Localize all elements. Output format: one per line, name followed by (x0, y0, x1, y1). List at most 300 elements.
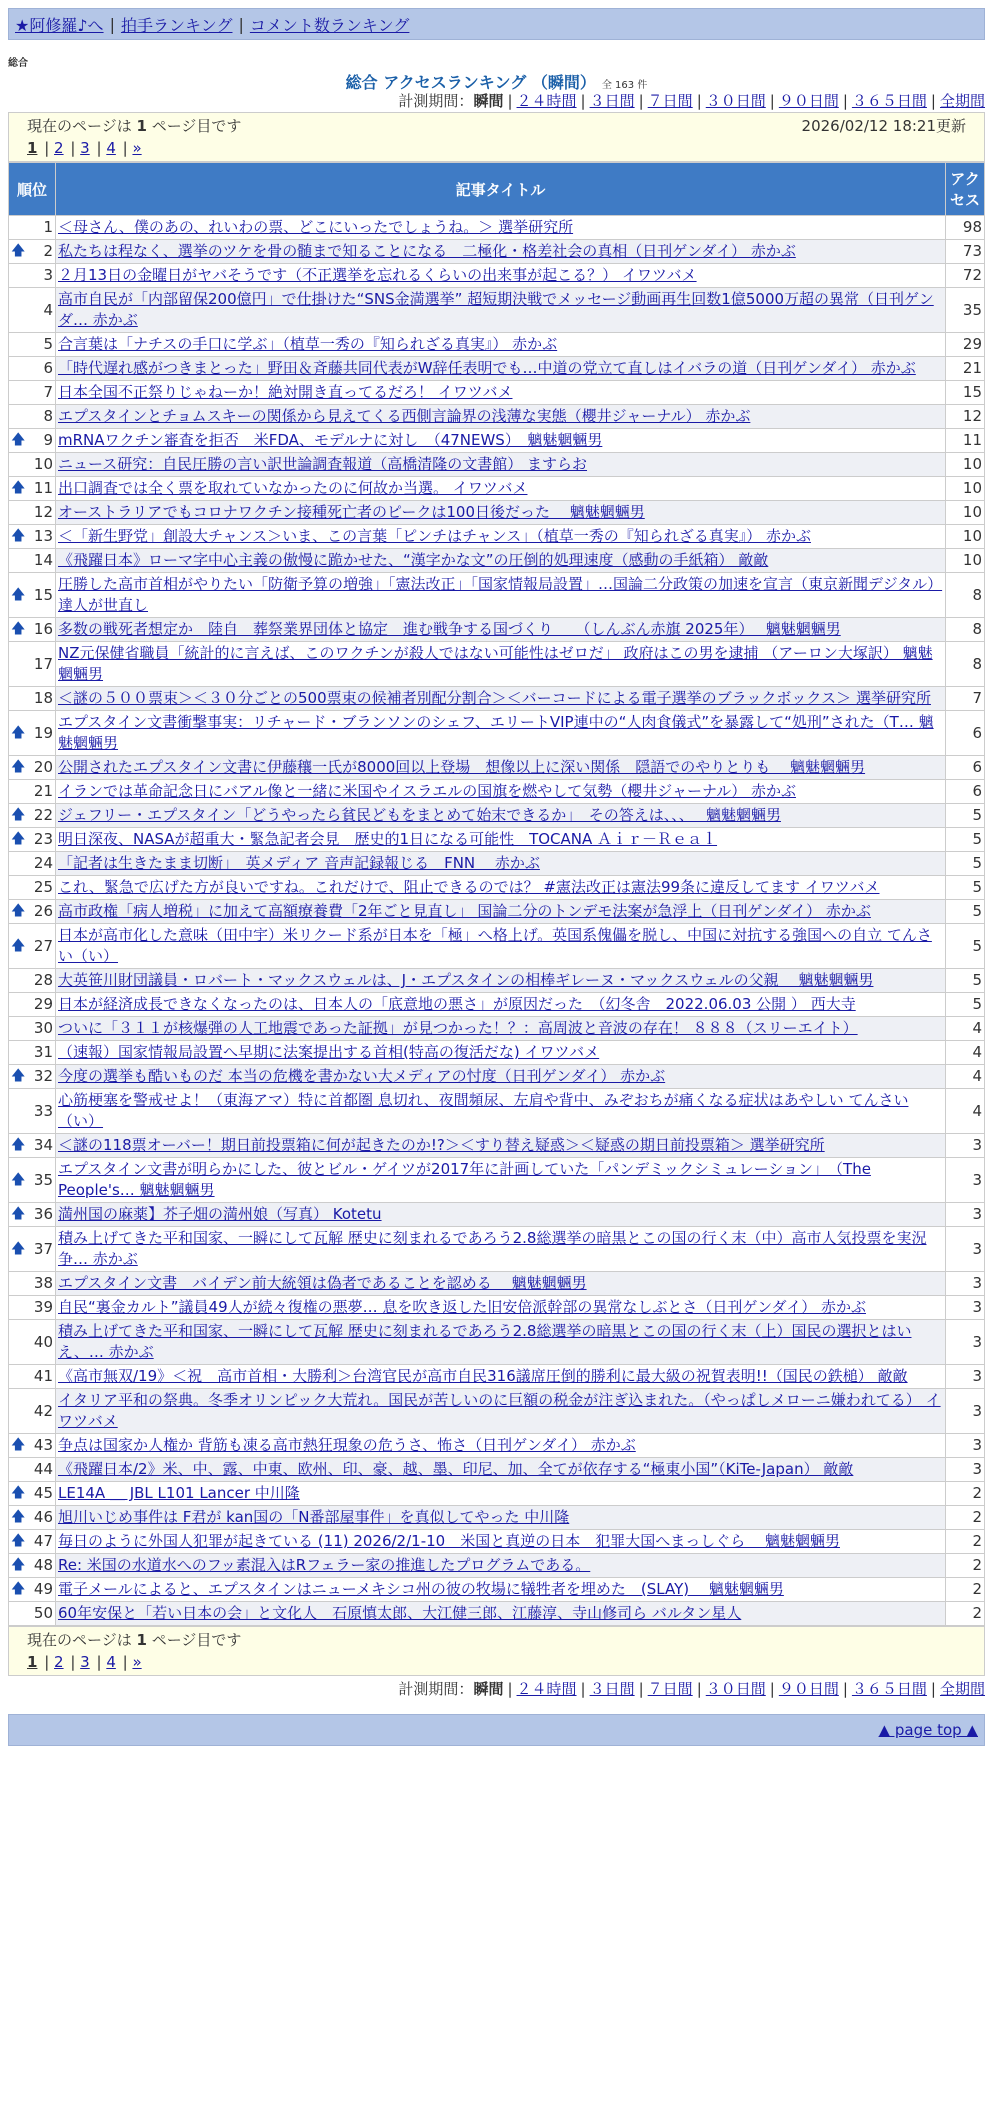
rank-cell (9, 1134, 56, 1158)
article-title-link[interactable]: エプスタイン文書 バイデン前大統領は偽者であることを認める 魑魅魍魎男 (58, 1274, 587, 1292)
article-title-link[interactable]: 毎日のように外国人犯罪が起きている (11) 2026/2/1-10 米国と真逆の日本 犯罪大国へまっしぐら 魑魅魍魎男 (58, 1532, 840, 1550)
pager-status-prefix: 現在のページは (27, 117, 132, 135)
access-count: 4 (946, 1065, 985, 1089)
access-count: 4 (946, 1017, 985, 1041)
article-title-link[interactable]: これ、緊急で広げた方が良いですね。これだけで、阻止できるのでは？ #憲法改正は憲法99条に違反してます イワツバメ (58, 878, 880, 896)
article-title-link[interactable]: 電子メールによると、エプスタインはニューメキシコ州の彼の牧場に犠牲者を埋めた (SLAY) 魑魅魍魎男 (58, 1580, 784, 1598)
rank-cell (9, 264, 56, 288)
access-count: 5 (946, 969, 985, 993)
table-row (9, 1434, 985, 1458)
pager-separator: | (65, 1653, 81, 1671)
page-top-link[interactable]: ▲ page top ▲ (878, 1721, 978, 1739)
article-title-link[interactable]: （速報）国家情報局設置へ早期に法案提出する首相(特高の復活だな) イワツバメ (58, 1043, 600, 1061)
table-row (9, 453, 985, 477)
article-title-link[interactable]: ついに「３１１が核爆弾の人工地震であった証拠」が見つかった！？：高周波と音波の存在！ ８８８（スリーエイト） (58, 1019, 858, 1037)
article-title-link[interactable]: 日本全国不正祭りじゃねーか！絶対開き直ってるだろ！ イワツバメ (58, 383, 513, 401)
title-cell (56, 711, 946, 756)
article-title-link[interactable]: 高市自民が「内部留保200億円」で仕掛けた“SNS金満選挙” 超短期決戦でメッセージ動画再生回数1億5000万超の異常（日刊ゲンダ… 赤かぶ (58, 290, 934, 329)
article-title-link[interactable]: 心筋梗塞を警戒せよ！（東海アマ）特に首都圏 息切れ、夜間頻尿、左肩や背中、みぞおちが痛くなる症状はあやしい てんさい（い） (58, 1091, 909, 1130)
title-cell (56, 852, 946, 876)
up-arrow-icon: 🡅 (11, 1068, 26, 1084)
rank-number: 35 (33, 1170, 53, 1189)
access-count: 5 (946, 924, 985, 969)
rank-cell (9, 1554, 56, 1578)
table-row (9, 216, 985, 240)
up-arrow-icon: 🡅 (11, 528, 26, 544)
access-count: 35 (946, 288, 985, 333)
title-cell (56, 1296, 946, 1320)
up-arrow-icon: 🡅 (11, 807, 26, 823)
access-count: 3 (946, 1203, 985, 1227)
up-arrow-icon: 🡅 (11, 586, 26, 603)
ranking-table (8, 162, 985, 1626)
table-row (9, 756, 985, 780)
access-count: 5 (946, 993, 985, 1017)
title-cell (56, 573, 946, 618)
access-count: 3 (946, 1227, 985, 1272)
article-title-link[interactable]: イタリア平和の祭典。冬季オリンピック大荒れ。国民が苦しいのに巨額の税金が注ぎ込まれた。（やっぱしメローニ嫌われてる） イワツバメ (58, 1391, 941, 1430)
rank-number: 22 (33, 806, 53, 824)
article-title-link[interactable]: ＜謎の５００票束＞＜３０分ごとの500票束の候補者別配分割合＞＜バーコードによる電子選挙のブラックボックス＞ 選挙研究所 (58, 689, 931, 707)
article-title-link[interactable]: ＜謎の118票オーバー！期日前投票箱に何が起きたのか!?＞＜すり替え疑惑＞＜疑惑の期日前投票箱＞ 選挙研究所 (58, 1136, 825, 1154)
article-title-link[interactable]: エプスタインとチョムスキーの関係から見えてくる西側言論界の浅薄な実態（櫻井ジャーナル） 赤かぶ (58, 407, 751, 425)
title-cell (56, 1134, 946, 1158)
access-count: 12 (946, 405, 985, 429)
table-row (9, 477, 985, 501)
pager-links-row (27, 137, 966, 159)
rank-number: 23 (33, 830, 53, 848)
rank-number: 37 (33, 1239, 53, 1258)
period-separator: | (507, 92, 513, 110)
rank-number: 21 (33, 782, 53, 800)
rank-number: 15 (33, 585, 53, 604)
period-separator: | (696, 92, 702, 110)
rank-cell (9, 780, 56, 804)
table-row (9, 711, 985, 756)
pager-page-link[interactable]: 4 (106, 1653, 116, 1671)
access-count: 73 (946, 240, 985, 264)
article-title-link[interactable]: 積み上げてきた平和国家、一瞬にして瓦解 歴史に刻まれるであろう2.8総選挙の暗黒とこの国の行く末（上）国民の選択とはいえ、… 赤かぶ (58, 1322, 912, 1361)
rank-number: 14 (33, 551, 53, 569)
access-count: 2 (946, 1482, 985, 1506)
pager-status (27, 1629, 241, 1651)
table-row (9, 1158, 985, 1203)
period-separator: | (769, 92, 775, 110)
rank-cell (9, 525, 56, 549)
period-option[interactable]: ７日間 (647, 92, 693, 110)
period-separator: | (769, 1680, 775, 1698)
article-title-link[interactable]: ＜母さん、僕のあの、れいわの票、どこにいったでしょうね。＞ 選挙研究所 (58, 218, 574, 236)
title-cell (56, 453, 946, 477)
title-cell (56, 642, 946, 687)
up-arrow-icon: 🡅 (11, 1206, 26, 1222)
table-header-row (9, 163, 985, 216)
table-row (9, 405, 985, 429)
table-row (9, 924, 985, 969)
access-count: 2 (946, 1554, 985, 1578)
period-option[interactable]: ２４時間 (516, 1680, 577, 1698)
rank-cell (9, 1482, 56, 1506)
pager-status-row (27, 115, 966, 137)
table-row (9, 618, 985, 642)
pager-next-link[interactable]: » (132, 1653, 142, 1671)
rank-cell (9, 1041, 56, 1065)
period-option[interactable]: ７日間 (647, 1680, 693, 1698)
rank-cell (9, 876, 56, 900)
up-arrow-icon: 🡅 (11, 1509, 26, 1525)
rank-cell (9, 381, 56, 405)
rank-number: 3 (43, 266, 53, 284)
pager-top (8, 112, 985, 162)
table-row (9, 852, 985, 876)
rank-number: 31 (33, 1043, 53, 1061)
title-cell (56, 756, 946, 780)
access-count: 5 (946, 828, 985, 852)
pager-separator: | (65, 139, 81, 157)
rank-number: 47 (33, 1532, 53, 1550)
rank-cell (9, 1017, 56, 1041)
article-title-link[interactable]: 圧勝した高市首相がやりたい「防衛予算の増強」「憲法改正」「国家情報局設置」…国論二分政策の加速を宣言（東京新聞デジタル） 達人が世直し (58, 575, 943, 614)
table-row (9, 993, 985, 1017)
table-row (9, 804, 985, 828)
table-row (9, 1389, 985, 1434)
rank-cell (9, 333, 56, 357)
article-title-link[interactable]: 出口調査では全く票を取れていなかったのに何故か当選。 イワツバメ (58, 479, 528, 497)
period-option[interactable]: ３日間 (589, 1680, 635, 1698)
article-title-link[interactable]: 明日深夜、NASAが超重大・緊急記者会見 歴史的1日になる可能性 TOCANA Ａｉｒ－Ｒｅａｌ (58, 830, 718, 848)
article-title-link[interactable]: NZ元保健省職員「統計的に言えば、このワクチンが殺人ではない可能性はゼロだ」 政府はこの男を逮捕 （アーロン大塚訳） 魑魅魍魎男 (58, 644, 933, 683)
article-title-link[interactable]: オーストラリアでもコロナワクチン接種死亡者のピークは100日後だった 魑魅魍魎男 (58, 503, 645, 521)
period-option[interactable]: ３日間 (589, 92, 635, 110)
rank-number: 32 (33, 1067, 53, 1085)
period-separator: | (580, 92, 586, 110)
article-title-link[interactable]: 大英笹川財団議員・ロバート・マックスウェルは、J・エプスタインの相棒ギレーヌ・マックスウェルの父親 魑魅魍魎男 (58, 971, 874, 989)
article-title-link[interactable]: 《飛躍日本/2》米、中、露、中東、欧州、印、豪、越、墨、印尼、加、全てが依存する“極東小国”（KiTe-Japan） 敵敵 (58, 1460, 854, 1478)
pager-page-link[interactable]: 3 (80, 139, 90, 157)
access-count: 6 (946, 711, 985, 756)
rank-number: 11 (33, 479, 53, 497)
rank-number: 19 (33, 723, 53, 742)
nav-link-applause-ranking[interactable]: 拍手ランキング (120, 15, 233, 35)
article-title-link[interactable]: 公開されたエプスタイン文書に伊藤穰一氏が8000回以上登場 想像以上に深い関係 隠語でのやりとりも 魑魅魍魎男 (58, 758, 866, 776)
rank-cell (9, 1365, 56, 1389)
article-title-link[interactable]: 積み上げてきた平和国家、一瞬にして瓦解 歴史に刻まれるであろう2.8総選挙の暗黒とこの国の行く末（中）高市人気投票を実況争… 赤かぶ (58, 1229, 927, 1268)
title-cell (56, 876, 946, 900)
title-cell (56, 1041, 946, 1065)
period-option[interactable]: ３６５日間 (851, 92, 927, 110)
title-cell (56, 1272, 946, 1296)
rank-number: 34 (33, 1136, 53, 1154)
rank-cell (9, 216, 56, 240)
table-row (9, 642, 985, 687)
rank-cell (9, 618, 56, 642)
article-title-link[interactable]: 私たちは程なく、選挙のツケを骨の髄まで知ることになる 二極化・格差社会の真相（日刊ゲンダイ） 赤かぶ (58, 242, 796, 260)
rank-cell (9, 993, 56, 1017)
rank-cell (9, 1602, 56, 1626)
up-arrow-icon: 🡅 (11, 903, 26, 919)
title-cell (56, 1458, 946, 1482)
title-cell (56, 1530, 946, 1554)
rank-cell (9, 405, 56, 429)
article-title-link[interactable]: 多数の戦死者想定か 陸自 葬祭業界団体と協定 進む戦争する国づくり （しんぶん赤旗 2025年） 魑魅魍魎男 (58, 620, 841, 638)
title-cell (56, 264, 946, 288)
rank-number: 49 (33, 1580, 53, 1598)
period-option[interactable]: ２４時間 (516, 92, 577, 110)
pager-separator: | (91, 1653, 107, 1671)
title-cell (56, 618, 946, 642)
access-count: 3 (946, 1458, 985, 1482)
rank-cell (9, 642, 56, 687)
access-count: 3 (946, 1272, 985, 1296)
period-option[interactable]: ３０日間 (705, 92, 766, 110)
title-cell (56, 357, 946, 381)
article-title-link[interactable]: ２月13日の金曜日がヤバそうです（不正選挙を忘れるくらいの出来事が起こる？） イワツバメ (58, 266, 697, 284)
rank-number: 9 (43, 431, 53, 449)
article-title-link[interactable]: 満州国の麻薬】芥子畑の満州娘（写真） Kotetu (58, 1205, 382, 1223)
article-title-link[interactable]: 旭川いじめ事件は F君が kan国の「N番部屋事件」を真似してやった 中川隆 (58, 1508, 570, 1526)
article-title-link[interactable]: イランでは革命記念日にバアル像と一緒に米国やイスラエルの国旗を燃やして気勢（櫻井ジャーナル） 赤かぶ (58, 782, 796, 800)
period-separator: | (930, 92, 936, 110)
up-arrow-icon: 🡅 (11, 724, 26, 741)
period-separator: | (638, 1680, 644, 1698)
article-title-link[interactable]: エプスタイン文書が明らかにした、彼とビル・ゲイツが2017年に計画していた「パンデミックシミュレーション」 （The People's… 魑魅魍魎男 (58, 1160, 871, 1199)
rank-cell (9, 687, 56, 711)
rank-number: 6 (43, 359, 53, 377)
period-option[interactable]: ３０日間 (705, 1680, 766, 1698)
rank-number: 42 (33, 1401, 53, 1420)
title-cell (56, 687, 946, 711)
up-arrow-icon: 🡅 (11, 1437, 26, 1453)
rank-number: 27 (33, 936, 53, 955)
period-separator: | (580, 1680, 586, 1698)
rank-number: 20 (33, 758, 53, 776)
access-count: 5 (946, 804, 985, 828)
article-title-link[interactable]: ＜「新生野党」創設大チャンス＞いま、この言葉「ピンチはチャンス」（植草一秀の『知られざる真実』） 赤かぶ (58, 527, 811, 545)
pager-status-suffix: ページ目です (151, 117, 242, 135)
rank-number: 36 (33, 1205, 53, 1223)
rank-cell (9, 501, 56, 525)
table-row (9, 333, 985, 357)
rank-number: 5 (43, 335, 53, 353)
table-row (9, 828, 985, 852)
period-option[interactable]: ３６５日間 (851, 1680, 927, 1698)
rank-number: 46 (33, 1508, 53, 1526)
access-count: 10 (946, 549, 985, 573)
title-cell (56, 549, 946, 573)
period-separator: | (638, 92, 644, 110)
pager-status-page: 1 (136, 117, 147, 135)
rank-cell (9, 969, 56, 993)
rank-number: 17 (33, 654, 53, 673)
access-count: 21 (946, 357, 985, 381)
table-row (9, 1017, 985, 1041)
title-cell (56, 405, 946, 429)
up-arrow-icon: 🡅 (11, 1557, 26, 1573)
table-row (9, 1365, 985, 1389)
access-count: 8 (946, 642, 985, 687)
article-title-link[interactable]: 争点は国家か人権か 背筋も凍る高市熱狂現象の危うさ、怖さ（日刊ゲンダイ） 赤かぶ (58, 1436, 636, 1454)
rank-cell (9, 924, 56, 969)
rank-number: 7 (43, 383, 53, 401)
pager-links-row (27, 1651, 966, 1673)
up-arrow-icon: 🡅 (11, 1581, 26, 1597)
access-count: 3 (946, 1389, 985, 1434)
pager-separator: | (117, 1653, 133, 1671)
table-row (9, 429, 985, 453)
access-count: 3 (946, 1320, 985, 1365)
rank-number: 12 (33, 503, 53, 521)
table-row (9, 357, 985, 381)
pager-separator: | (39, 1653, 55, 1671)
up-arrow-icon: 🡅 (11, 621, 26, 637)
period-separator: | (842, 1680, 848, 1698)
rank-number: 44 (33, 1460, 53, 1478)
rank-cell (9, 1389, 56, 1434)
table-row (9, 549, 985, 573)
article-title-link[interactable]: 60年安保と「若い日本の会」と文化人 石原慎太郎、大江健三郎、江藤淳、寺山修司ら バルタン星人 (58, 1604, 742, 1622)
title-cell (56, 1578, 946, 1602)
rank-number: 28 (33, 971, 53, 989)
access-count: 10 (946, 501, 985, 525)
header-title: 記事タイトル (56, 163, 946, 216)
up-arrow-icon: 🡅 (11, 937, 26, 954)
period-selector-bottom (8, 1678, 985, 1700)
pager-status (27, 115, 241, 137)
rank-number: 1 (43, 218, 53, 236)
access-count: 2 (946, 1578, 985, 1602)
title-cell (56, 1065, 946, 1089)
total-count: 全 163 件 (601, 80, 648, 91)
title-cell (56, 1017, 946, 1041)
article-title-link[interactable]: mRNAワクチン審査を拒否 米FDA、モデルナに対し （47NEWS） 魑魅魍魎男 (58, 431, 603, 449)
title-cell (56, 828, 946, 852)
up-arrow-icon: 🡅 (11, 480, 26, 496)
title-cell (56, 1482, 946, 1506)
title-cell (56, 288, 946, 333)
table-row (9, 1272, 985, 1296)
article-title-link[interactable]: 「時代遅れ感がつきまとった」野田＆斉藤共同代表がW辞任表明でも…中道の党立て直しはイバラの道（日刊ゲンダイ） 赤かぶ (58, 359, 916, 377)
title-cell (56, 240, 946, 264)
access-count: 3 (946, 1296, 985, 1320)
table-row (9, 876, 985, 900)
access-count: 3 (946, 1434, 985, 1458)
period-label: 計測期間： (398, 1680, 474, 1698)
table-row (9, 687, 985, 711)
access-count: 6 (946, 780, 985, 804)
title-cell (56, 1365, 946, 1389)
rank-cell (9, 1320, 56, 1365)
access-count: 72 (946, 264, 985, 288)
table-row (9, 1554, 985, 1578)
pager-status-suffix: ページ目です (151, 1631, 242, 1649)
title-cell (56, 1434, 946, 1458)
rank-cell (9, 756, 56, 780)
access-count: 10 (946, 477, 985, 501)
article-title-link[interactable]: 日本が経済成長できなくなったのは、日本人の「底意地の悪さ」が原因だった （幻冬舎 2022.06.03 公開 ） 西大寺 (58, 995, 856, 1013)
article-title-link[interactable]: Re: 米国の水道水へのフッ素混入はRフェラー家の推進したプログラムである。 (58, 1556, 591, 1574)
article-title-link[interactable]: 高市政権「病人増税」に加えて高額療養費「2年ごと見直し」 国論二分のトンデモ法案が急浮上（日刊ゲンダイ） 赤かぶ (58, 902, 871, 920)
up-arrow-icon: 🡅 (11, 1137, 26, 1153)
period-option[interactable]: ９０日間 (778, 92, 839, 110)
access-count: 3 (946, 1158, 985, 1203)
period-option[interactable]: 全期間 (939, 92, 985, 110)
access-count: 7 (946, 687, 985, 711)
article-title-link[interactable]: LE14A ＿ JBL L101 Lancer 中川隆 (58, 1484, 300, 1502)
article-title-link[interactable]: 《高市無双/19》＜祝 高市首相・大勝利＞台湾官民が高市自民316議席圧倒的勝利に最大級の祝賀表明!!（国民の鉄槌） 敵敵 (58, 1367, 908, 1385)
period-selector (8, 90, 985, 112)
article-title-link[interactable]: 日本が高市化した意味（田中宇）米リクード系が日本を「極」へ格上げ。英国系傀儡を脱し、中国に対抗する強国への自立 てんさい（い） (58, 926, 932, 965)
table-row (9, 1203, 985, 1227)
rank-number: 29 (33, 995, 53, 1013)
title-cell (56, 780, 946, 804)
pager-page-link[interactable]: 2 (54, 139, 64, 157)
rank-cell (9, 711, 56, 756)
article-title-link[interactable]: 今度の選挙も酷いものだ 本当の危機を書かない大メディアの忖度（日刊ゲンダイ） 赤かぶ (58, 1067, 666, 1085)
article-title-link[interactable]: 自民“裏金カルト”議員49人が続々復権の悪夢… 息を吹き返した旧安倍派幹部の異常なしぶとさ（日刊ゲンダイ） 赤かぶ (58, 1298, 866, 1316)
rank-number: 50 (33, 1604, 53, 1622)
access-count: 8 (946, 618, 985, 642)
access-count: 3 (946, 1365, 985, 1389)
article-title-link[interactable]: エプスタイン文書衝撃事実：リチャード・ブランソンのシェフ、エリートVIP連中の“人肉食儀式”を暴露して“処刑”された（T… 魑魅魍魎男 (58, 713, 934, 752)
rank-cell (9, 804, 56, 828)
rank-number: 18 (33, 689, 53, 707)
access-count: 2 (946, 1602, 985, 1626)
article-title-link[interactable]: ニュース研究：自民圧勝の言い訳世論調査報道（高橋清隆の文書館） ますらお (58, 455, 588, 473)
nav-link-comment-ranking[interactable]: コメント数ランキング (249, 15, 410, 35)
rank-cell (9, 288, 56, 333)
period-option[interactable]: ９０日間 (778, 1680, 839, 1698)
access-count: 29 (946, 333, 985, 357)
access-count: 8 (946, 573, 985, 618)
pager-current-page: 1 (27, 1653, 38, 1671)
pager-bottom (8, 1626, 985, 1676)
table-row (9, 240, 985, 264)
header-access: アクセス (946, 163, 985, 216)
rank-cell (9, 453, 56, 477)
article-title-link[interactable]: 《飛躍日本》ローマ字中心主義の傲慢に跪かせた、“漢字かな文”の圧倒的処理速度（感動の手紙箱） 敵敵 (58, 551, 769, 569)
rank-number: 30 (33, 1019, 53, 1037)
category-label: 総合 (8, 58, 28, 69)
period-current: 瞬間 (473, 1680, 504, 1698)
access-count: 2 (946, 1506, 985, 1530)
table-row (9, 1602, 985, 1626)
table-row (9, 264, 985, 288)
rank-number: 39 (33, 1298, 53, 1316)
table-row (9, 525, 985, 549)
rank-cell (9, 429, 56, 453)
article-title-link[interactable]: 合言葉は「ナチスの手口に学ぶ」（植草一秀の『知られざる真実』） 赤かぶ (58, 335, 558, 353)
rank-number: 40 (33, 1332, 53, 1351)
pager-page-link[interactable]: 4 (106, 139, 116, 157)
access-count: 6 (946, 756, 985, 780)
pager-next-link[interactable]: » (132, 139, 142, 157)
pager-page-link[interactable]: 3 (80, 1653, 90, 1671)
article-title-link[interactable]: 「記者は生きたまま切断」 英メディア 音声記録報じる FNN 赤かぶ (58, 854, 540, 872)
rank-cell (9, 1227, 56, 1272)
rank-number: 8 (43, 407, 53, 425)
period-option[interactable]: 全期間 (939, 1680, 985, 1698)
nav-link-asyura[interactable]: ★阿修羅♪へ (15, 15, 104, 35)
up-arrow-icon: 🡅 (11, 1485, 26, 1501)
title-cell (56, 429, 946, 453)
table-row (9, 780, 985, 804)
rank-number: 43 (33, 1436, 53, 1454)
up-arrow-icon: 🡅 (11, 1171, 26, 1188)
table-row (9, 1089, 985, 1134)
rank-number: 45 (33, 1484, 53, 1502)
pager-page-link[interactable]: 2 (54, 1653, 64, 1671)
article-title-link[interactable]: ジェフリー・エプスタイン「どうやったら貧民どもをまとめて始末できるか」 その答えは、、、 魑魅魍魎男 (58, 806, 781, 824)
